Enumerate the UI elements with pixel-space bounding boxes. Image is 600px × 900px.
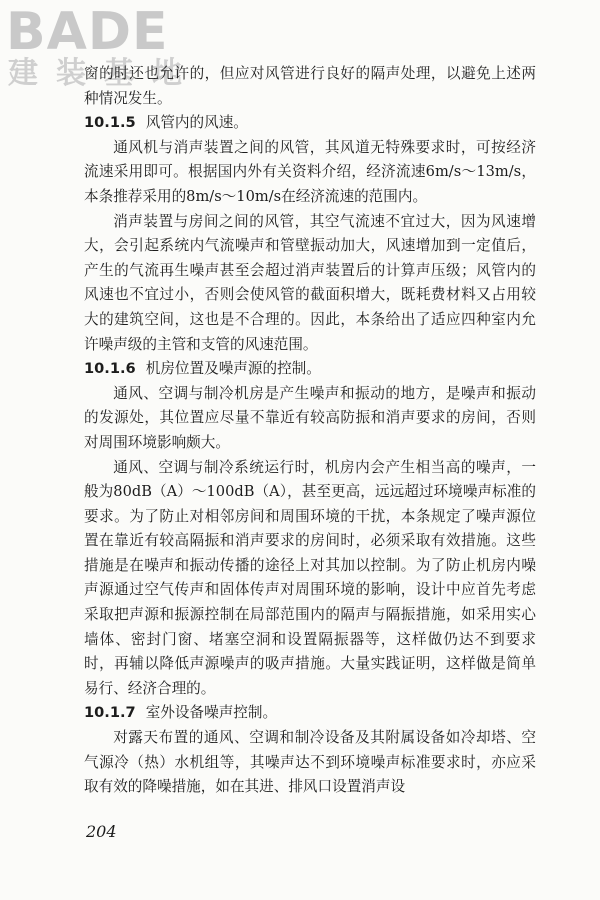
paragraph-intro: 窗的时还也允许的，但应对风管进行良好的隔声处理，以避免上述两种情况发生。	[84, 65, 536, 107]
section-number: 10.1.7	[84, 704, 136, 722]
page-number: 204	[86, 822, 117, 841]
section-title: 机房位置及噪声源的控制。	[145, 360, 321, 378]
document-body	[84, 62, 536, 800]
paragraph: 对露天布置的通风、空调和制冷设备及其附属设备如冷却塔、空气源冷（热）水机组等，其噪声达不到环境噪声标准要求时，亦应采取有效的降噪措施，如在其进、排风口设置消声设	[84, 729, 536, 796]
section-heading-10-1-5	[84, 111, 536, 136]
paragraph: 通风、空调与制冷系统运行时，机房内会产生相当高的噪声，一般为80dB（A）～100dB（A），甚至更高，远远超过环境噪声标准的要求。为了防止对相邻房间和周围环境的干扰，本条规定了噪声源位置在靠近有较高隔振和消声要求的房间时，必须采取有效措施。这些措施是在噪声和振动传播的途径上对其加以控制。为了防止机房内噪声源通过空气传声和固体传声对周围环境的影响，设计中应首先考虑采取把声源和振源控制在局部范围内的隔声与隔振措施，如采用实心墙体、密封门窗、堵塞空洞和设置隔振器等，这样做仍达不到要求时，再辅以降低声源噪声的吸声措施。大量实践证明，这样做是简单易行、经济合理的。	[84, 458, 536, 697]
section-title: 室外设备噪声控制。	[145, 704, 278, 722]
paragraph: 通风、空调与制冷机房是产生噪声和振动的地方，是噪声和振动的发源处，其位置应尽量不靠近有较高防振和消声要求的房间，否则对周围环境影响颇大。	[84, 384, 536, 451]
section-heading-10-1-6	[84, 357, 536, 382]
section-title: 风管内的风速。	[145, 114, 248, 132]
watermark-subtitle: 建装基地	[8, 56, 200, 91]
paragraph: 消声装置与房间之间的风管，其空气流速不宜过大，因为风速增大，会引起系统内气流噪声和管壁振动加大，风速增加到一定值后，产生的气流再生噪声甚至会超过消声装置后的计算声压级；风管内的风速也不宜过小，否则会使风管的截面积增大，既耗费材料又占用较大的建筑空间，这也是不合理的。因此，本条给出了适应四种室内允许噪声级的主管和支管的风速范围。	[84, 212, 536, 353]
section-number: 10.1.5	[84, 114, 136, 132]
watermark-brand: BADE	[6, 2, 169, 62]
section-heading-10-1-7	[84, 701, 536, 726]
section-number: 10.1.6	[84, 360, 136, 378]
paragraph: 通风机与消声装置之间的风管，其风道无特殊要求时，可按经济流速采用即可。根据国内外有关资料介绍，经济流速6m/s～13m/s，本条推荐采用的8m/s～10m/s在经济流速的范围内。	[84, 138, 536, 205]
